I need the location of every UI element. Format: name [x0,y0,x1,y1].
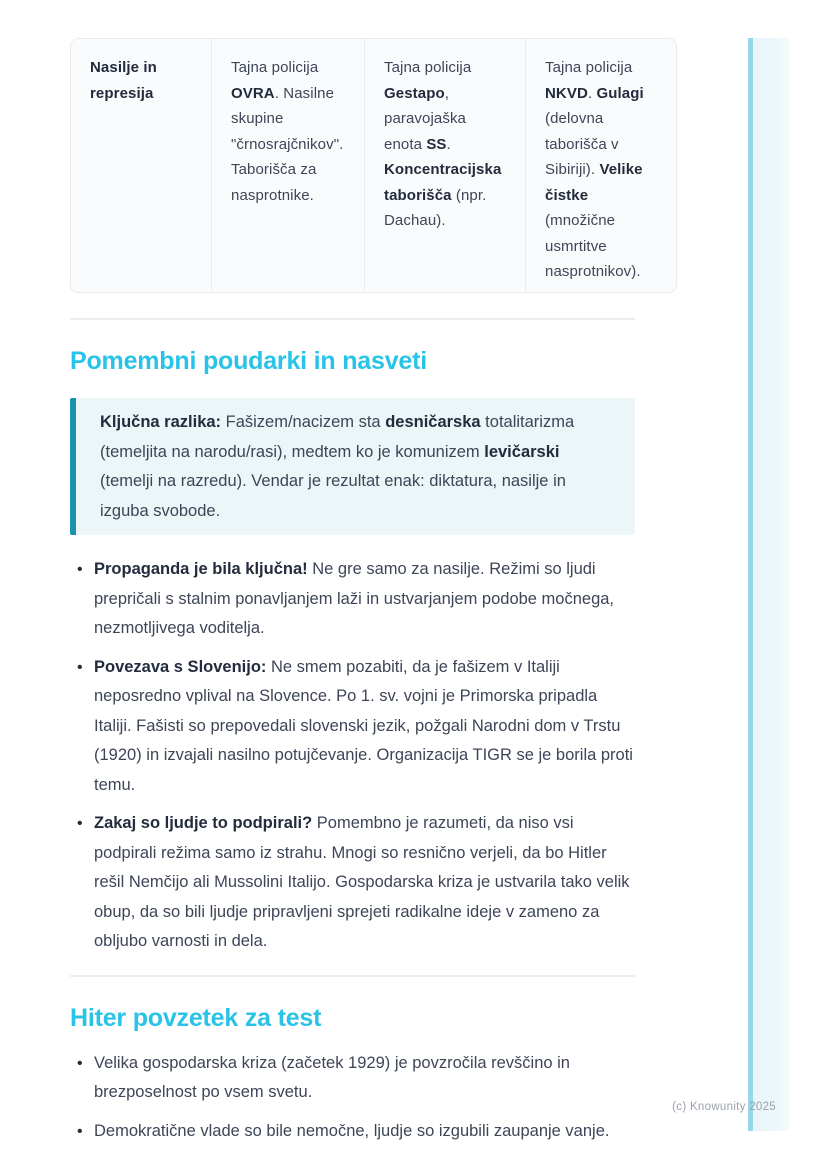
highlights-list [70,555,635,957]
table-cell-communism [526,39,677,292]
page-edge-highlight-bar [748,38,790,1131]
callout-text: Fašizem/nacizem sta [221,413,386,431]
list-item [70,1117,635,1147]
callout-text: totalitarizma (temeljita na narodu/rasi), medtem ko je komunizem [100,413,575,461]
list-item-text: Demokratične vlade so bile nemočne, ljudje so izgubili zaupanje vanje. [94,1121,610,1140]
callout-text: (temelji na razredu). Vendar je rezultat enak: diktatura, nasilje in izguba svobode. [100,472,566,520]
table-row-title: Nasilje in represija [90,59,157,102]
cell-text-bold: NKVD [545,84,588,102]
cell-text-bold: SS [426,135,447,153]
callout-text-bold: desničarska [385,413,481,431]
table-cell-nazism [365,39,526,292]
cell-text: Tajna policija [384,59,472,76]
key-difference-callout [70,398,635,535]
cell-text-bold: Velike čistke [545,161,643,204]
highlight-bar-fill [753,38,790,1131]
list-item [70,653,635,801]
cell-text-bold: Gestapo [384,84,445,102]
list-item-text: Ne gre samo za nasilje. Režimi so ljudi prepričali s stalnim ponavljanjem laži in ustvarjanjem podobe močnega, nezmotljivega voditelja. [94,560,615,637]
section-heading-highlights: Pomembni poudarki in nasveti [70,347,427,375]
list-item-lead: Povezava s Slovenijo: [94,657,267,676]
list-item [70,809,635,957]
summary-list [70,1049,635,1147]
cell-text-bold: OVRA [231,84,275,102]
cell-text: Tajna policija [231,59,319,76]
section-divider [70,975,635,977]
list-item [70,1049,635,1108]
list-item-lead: Zakaj so ljudje to podpirali? [94,814,313,832]
section-divider [70,318,635,320]
cell-text: (množične usmrtitve nasprotnikov). [545,212,641,280]
list-item [70,555,635,644]
cell-text: . [446,135,451,153]
comparison-table [70,38,677,293]
document-content [70,38,677,1155]
cell-text: (npr. Dachau). [384,186,487,229]
list-item-text: Pomembno je razumeti, da niso vsi podpirali režima samo iz strahu. Mnogi so resnično verjeli, da bo Hitler rešil Nemčijo ali Mussolini Italijo. Gospodarska kriza je ustvarila tako velik obup, da so bili ljudje pripravljeni sprejeti radikalne ideje v zameno za obljubo varnosti in dela. [94,814,630,950]
list-item-text: Ne smem pozabiti, da je fašizem v Italiji neposredno vplival na Slovence. Po 1. sv. vojni je Primorska pripadla Italiji. Fašisti so prepovedali slovenski jezik, požgali Narodni dom v Trstu (1920) in izvajali nasilno potujčevanje. Organizacija TIGR se je borila proti temu. [94,657,633,794]
cell-text-bold: Gulagi [596,84,644,102]
cell-text: . [587,84,597,102]
table-cell-fascism [212,39,365,292]
cell-text: (delovna taborišča v Sibiriji). [545,110,619,178]
callout-text-bold: Ključna razlika: [100,413,222,431]
cell-text-bold: Koncentracijska taborišča [384,161,502,204]
cell-text: Tajna policija [545,59,633,76]
copyright-watermark: (c) Knowunity 2025 [672,1101,776,1113]
table-cell-row-header [71,39,212,292]
section-heading-summary: Hiter povzetek za test [70,1003,322,1032]
list-item-lead: Propaganda je bila ključna! [94,560,308,578]
cell-text: . Nasilne skupine "črnosrajčnikov". Taborišča za nasprotnike. [231,84,344,204]
list-item-text: Velika gospodarska kriza (začetek 1929) je povzročila revščino in brezposelnost po vsem svetu. [94,1053,570,1101]
callout-text-bold: levičarski [484,442,560,461]
cell-text: , paravojaška enota [384,84,466,153]
